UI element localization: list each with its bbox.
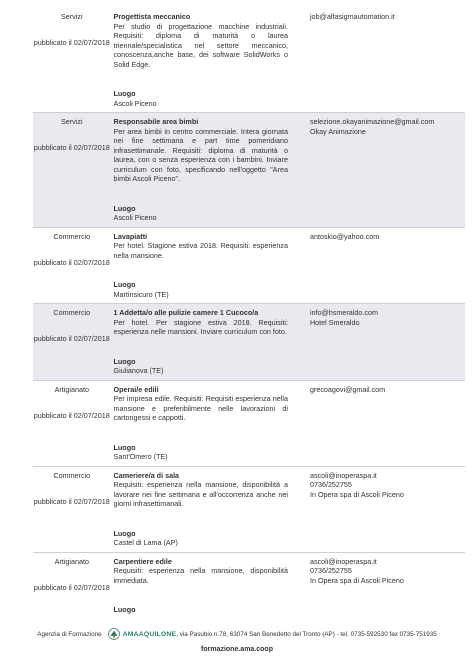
listing-row xyxy=(33,553,465,619)
listing-description: Per hotel. Per stagione estiva 2018. Requisiti: esperienza nelle mansioni. Inviare curriculum con foto. xyxy=(113,317,288,336)
ama-aquilone-logo-icon xyxy=(108,628,120,640)
listing-body xyxy=(111,304,288,380)
contact-email[interactable]: selezione.okayanimazione@gmail.com xyxy=(309,117,435,126)
listing-contact xyxy=(288,381,465,466)
job-listings xyxy=(33,8,465,619)
listing-contact xyxy=(288,467,465,552)
listing-body xyxy=(111,381,288,466)
listing-meta xyxy=(33,467,111,552)
listing-description: Per hotel. Stagione estiva 2018. Requisiti: esperienza nella mansione. xyxy=(113,241,288,260)
listing-description: Per area bimbi in centro commerciale. Intera giornata nei fine settimana e part time pomeridiano infrasettimanale. Requisiti: diploma di maturità o laurea, con o senza esperienza con i bambini. Inviare curriculum con foto, specificando nell'oggetto "Area bimbi Ascoli Piceno". xyxy=(113,126,288,183)
listing-meta xyxy=(33,381,111,466)
listing-category: Artigianato xyxy=(54,384,89,394)
listing-meta xyxy=(33,8,111,112)
listing-description: Per studio di progettazione macchine industriali. Requisiti: diploma di maturità o laurea triennale/specialistica nel settore meccanico, conoscenza,anche base, dei software SolidWorks o Solid Edge. xyxy=(113,21,288,69)
listing-published-date: pubblicato il 02/07/2018 xyxy=(33,496,110,506)
listing-published-date: pubblicato il 02/07/2018 xyxy=(33,143,110,153)
listing-description: Per impresa edile. Requisiti: Requisiti esperienza nella mansione e preferibilmente nelle lavorazioni di cartongessi e cappotti. xyxy=(113,394,288,422)
listing-category: Commercio xyxy=(53,470,91,480)
listing-body xyxy=(111,467,288,552)
listing-description: Requisiti: esperienza nella mansione, disponibilità a lavorare nei fine settimana e all'occorrenza anche nei giorni infrasettimanali. xyxy=(113,480,288,508)
listing-location-label: Luogo xyxy=(113,442,136,452)
listing-contact xyxy=(288,304,465,380)
listing-row xyxy=(33,467,465,553)
listing-published-date: pubblicato il 02/07/2018 xyxy=(33,38,110,48)
contact-email[interactable]: ascoli@inoperaspa.it xyxy=(309,556,377,566)
listing-location: Castel di Lama (AP) xyxy=(113,538,178,547)
listing-location: Ascoli Piceno xyxy=(113,213,157,222)
contact-company: In Opera spa di Ascoli Piceno xyxy=(309,575,404,585)
listing-location-label: Luogo xyxy=(113,280,136,289)
listing-contact xyxy=(288,228,465,304)
listing-published-date: pubblicato il 02/07/2018 xyxy=(33,582,110,592)
footer-website[interactable]: formazione.ama.coop xyxy=(201,646,273,653)
listing-published-date: pubblicato il 02/07/2018 xyxy=(33,334,110,344)
listing-title: Lavapiatti xyxy=(113,231,148,241)
contact-email[interactable]: job@alfasigmautomation.it xyxy=(309,12,395,21)
listing-row xyxy=(33,381,465,467)
listing-location-label: Luogo xyxy=(113,356,136,366)
contact-company: Hotel Smeraldo xyxy=(309,317,360,327)
listing-category: Artigianato xyxy=(54,556,89,566)
listing-location-label: Luogo xyxy=(113,528,136,538)
contact-email[interactable]: grecoagovi@gmail.com xyxy=(309,384,386,394)
contact-email[interactable]: antoskio@yahoo.com xyxy=(309,231,380,241)
listing-location-label: Luogo xyxy=(113,89,136,98)
listing-meta xyxy=(33,228,111,304)
listing-title: 1 Addetta/o alle pulizie camere 1 Cucoco/a xyxy=(113,308,259,317)
listing-location: Giulianova (TE) xyxy=(113,366,164,375)
listing-body xyxy=(111,113,288,227)
listing-body xyxy=(111,553,288,619)
listing-row xyxy=(33,8,465,113)
listing-contact xyxy=(288,8,465,112)
contact-company: Okay Animazione xyxy=(309,126,366,136)
listing-row xyxy=(33,304,465,381)
contact-phone: 0736/252755 xyxy=(309,480,352,489)
listing-body xyxy=(111,8,288,112)
listing-title: Operai/e edili xyxy=(113,384,159,394)
listing-location-label: Luogo xyxy=(113,605,136,614)
page-footer xyxy=(0,628,474,653)
listing-description: Requisiti: esperienza nella mansione, disponibilità immediata. xyxy=(113,566,288,585)
listing-body xyxy=(111,228,288,304)
listing-title: Progettista meccanico xyxy=(113,12,191,21)
listing-row xyxy=(33,228,465,305)
listing-location-label: Luogo xyxy=(113,203,136,213)
listing-published-date: pubblicato il 02/07/2018 xyxy=(33,410,110,420)
footer-line xyxy=(0,628,474,640)
listing-location: Sant'Omero (TE) xyxy=(113,452,168,461)
listing-location: Ascoli Piceno xyxy=(113,98,157,108)
listing-contact xyxy=(288,553,465,619)
listing-row xyxy=(33,113,465,228)
listing-meta xyxy=(33,553,111,619)
footer-brand: AMAAQUILONE xyxy=(122,630,177,638)
listing-title: Responsabile area bimbi xyxy=(113,117,199,126)
listing-category: Commercio xyxy=(53,308,91,317)
listing-title: Cameriere/a di sala xyxy=(113,470,180,480)
contact-email[interactable]: ascoli@inoperaspa.it xyxy=(309,470,377,480)
listing-published-date: pubblicato il 02/07/2018 xyxy=(33,257,110,267)
listing-category: Servizi xyxy=(60,117,83,126)
listing-category: Servizi xyxy=(60,12,83,21)
listing-meta xyxy=(33,304,111,380)
footer-address: , via Pasubio n.78, 63074 San Benedetto del Tronto (AP) - tel. 0735-592530 fax 0735-751935 xyxy=(176,630,437,638)
listing-title: Carpentiere edile xyxy=(113,556,172,566)
listing-meta xyxy=(33,113,111,227)
listing-location: Martinsicuro (TE) xyxy=(113,289,169,299)
listing-category: Commercio xyxy=(53,231,91,241)
listing-contact xyxy=(288,113,465,227)
footer-prefix: Agenzia di Formazione xyxy=(37,630,102,638)
contact-email[interactable]: info@hsmeraldo.com xyxy=(309,308,378,317)
contact-company: In Opera spa di Ascoli Piceno xyxy=(309,489,404,499)
contact-phone: 0736/252755 xyxy=(309,566,352,575)
